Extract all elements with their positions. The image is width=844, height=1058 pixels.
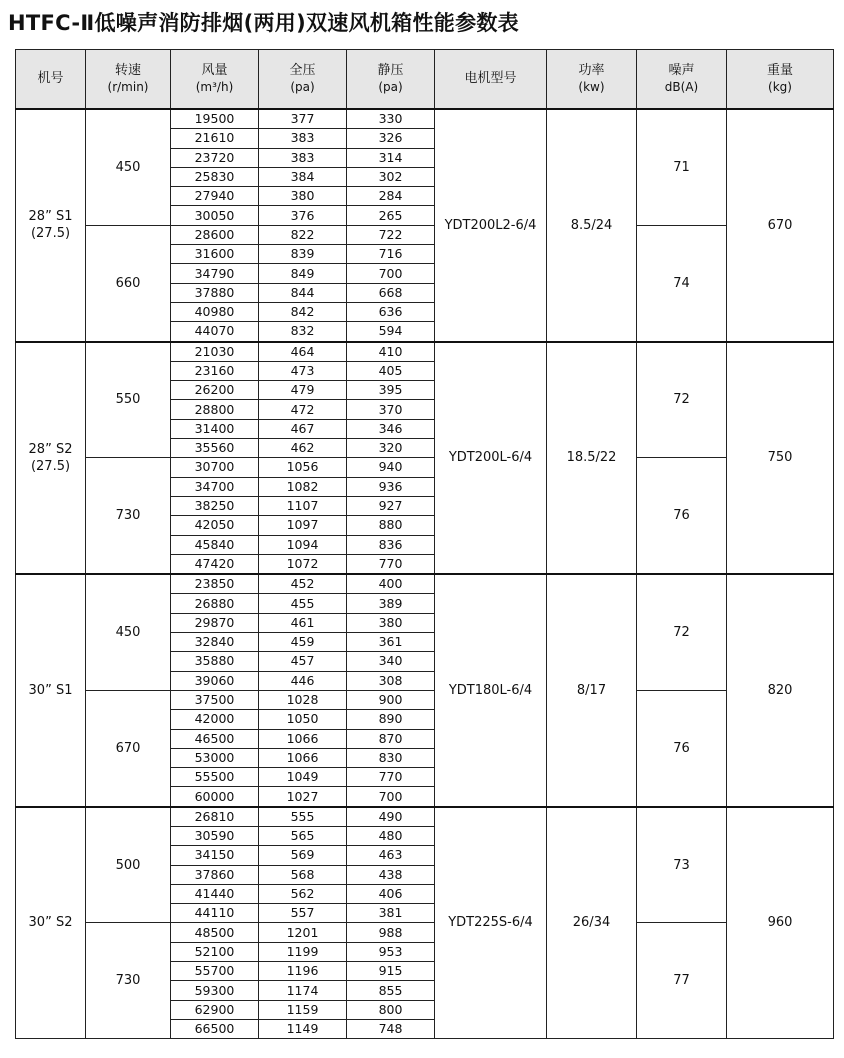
static-pressure-cell: 830 xyxy=(347,748,435,767)
static-pressure-cell: 320 xyxy=(347,439,435,458)
model-cell xyxy=(16,342,86,575)
static-pressure-cell: 463 xyxy=(347,846,435,865)
header-label: 转速 xyxy=(114,63,141,78)
noise-cell: 76 xyxy=(637,690,727,806)
airflow-cell: 34700 xyxy=(171,477,259,496)
model-name: 30” S2 xyxy=(28,915,73,931)
airflow-cell: 35880 xyxy=(171,652,259,671)
speed-cell: 670 xyxy=(86,690,171,806)
header-label: 风量 xyxy=(201,63,228,78)
total-pressure-cell: 839 xyxy=(259,245,347,264)
static-pressure-cell: 770 xyxy=(347,554,435,574)
static-pressure-cell: 936 xyxy=(347,477,435,496)
table-row xyxy=(16,109,834,129)
static-pressure-cell: 265 xyxy=(347,206,435,225)
airflow-cell: 42000 xyxy=(171,710,259,729)
static-pressure-cell: 700 xyxy=(347,264,435,283)
airflow-cell: 60000 xyxy=(171,787,259,807)
table-row xyxy=(16,807,834,827)
static-pressure-cell: 915 xyxy=(347,962,435,981)
table-row xyxy=(16,458,834,477)
airflow-cell: 26810 xyxy=(171,807,259,827)
power-cell: 8/17 xyxy=(547,574,637,807)
total-pressure-cell: 1159 xyxy=(259,1000,347,1019)
total-pressure-cell: 462 xyxy=(259,439,347,458)
total-pressure-cell: 1107 xyxy=(259,496,347,515)
airflow-cell: 59300 xyxy=(171,981,259,1000)
header-unit: (r/min) xyxy=(107,80,149,94)
table-row xyxy=(16,342,834,362)
airflow-cell: 30590 xyxy=(171,826,259,845)
static-pressure-cell: 395 xyxy=(347,381,435,400)
airflow-cell: 31400 xyxy=(171,419,259,438)
speed-cell: 550 xyxy=(86,342,171,458)
static-pressure-cell: 668 xyxy=(347,283,435,302)
header-label: 静压 xyxy=(377,63,404,78)
airflow-cell: 37860 xyxy=(171,865,259,884)
total-pressure-cell: 383 xyxy=(259,129,347,148)
total-pressure-cell: 380 xyxy=(259,187,347,206)
header-label: 功率 xyxy=(578,63,605,78)
static-pressure-cell: 722 xyxy=(347,225,435,244)
static-pressure-cell: 480 xyxy=(347,826,435,845)
table-row xyxy=(16,690,834,709)
static-pressure-cell: 314 xyxy=(347,148,435,167)
airflow-cell: 44070 xyxy=(171,322,259,342)
static-pressure-cell: 405 xyxy=(347,361,435,380)
static-pressure-cell: 438 xyxy=(347,865,435,884)
airflow-cell: 31600 xyxy=(171,245,259,264)
static-pressure-cell: 346 xyxy=(347,419,435,438)
total-pressure-cell: 1027 xyxy=(259,787,347,807)
header-label: 电机型号 xyxy=(464,71,517,86)
total-pressure-cell: 849 xyxy=(259,264,347,283)
weight-cell: 960 xyxy=(727,807,834,1039)
model-name: 28” S1 xyxy=(28,209,73,225)
motor-cell: YDT225S-6/4 xyxy=(435,807,547,1039)
page-title: HTFC-Ⅱ低噪声消防排烟(两用)双速风机箱性能参数表 xyxy=(8,11,519,35)
total-pressure-cell: 1199 xyxy=(259,942,347,961)
header-unit: dB(A) xyxy=(664,80,699,94)
motor-cell: YDT180L-6/4 xyxy=(435,574,547,807)
total-pressure-cell: 842 xyxy=(259,302,347,321)
model-cell xyxy=(16,807,86,1039)
speed-cell: 730 xyxy=(86,923,171,1039)
total-pressure-cell: 377 xyxy=(259,109,347,129)
airflow-cell: 66500 xyxy=(171,1019,259,1038)
static-pressure-cell: 880 xyxy=(347,516,435,535)
table-row xyxy=(16,225,834,244)
total-pressure-cell: 467 xyxy=(259,419,347,438)
table-row xyxy=(16,574,834,594)
total-pressure-cell: 1056 xyxy=(259,458,347,477)
header-airflow xyxy=(171,50,259,110)
model-name: 30” S1 xyxy=(28,682,73,698)
header-unit: (m³/h) xyxy=(195,80,234,94)
header-static-pressure xyxy=(347,50,435,110)
airflow-cell: 48500 xyxy=(171,923,259,942)
speed-cell: 500 xyxy=(86,807,171,923)
airflow-cell: 28600 xyxy=(171,225,259,244)
airflow-cell: 35560 xyxy=(171,439,259,458)
airflow-cell: 26880 xyxy=(171,594,259,613)
airflow-cell: 25830 xyxy=(171,167,259,186)
static-pressure-cell: 340 xyxy=(347,652,435,671)
airflow-cell: 30050 xyxy=(171,206,259,225)
header-motor xyxy=(435,50,547,110)
power-cell: 18.5/22 xyxy=(547,342,637,575)
header-unit: (pa) xyxy=(290,80,315,94)
airflow-cell: 47420 xyxy=(171,554,259,574)
airflow-cell: 46500 xyxy=(171,729,259,748)
airflow-cell: 27940 xyxy=(171,187,259,206)
total-pressure-cell: 473 xyxy=(259,361,347,380)
total-pressure-cell: 1174 xyxy=(259,981,347,1000)
static-pressure-cell: 800 xyxy=(347,1000,435,1019)
total-pressure-cell: 472 xyxy=(259,400,347,419)
header-weight xyxy=(727,50,834,110)
airflow-cell: 39060 xyxy=(171,671,259,690)
airflow-cell: 42050 xyxy=(171,516,259,535)
static-pressure-cell: 700 xyxy=(347,787,435,807)
total-pressure-cell: 1201 xyxy=(259,923,347,942)
static-pressure-cell: 636 xyxy=(347,302,435,321)
model-cell xyxy=(16,574,86,807)
total-pressure-cell: 457 xyxy=(259,652,347,671)
total-pressure-cell: 1196 xyxy=(259,962,347,981)
total-pressure-cell: 1149 xyxy=(259,1019,347,1038)
static-pressure-cell: 284 xyxy=(347,187,435,206)
total-pressure-cell: 376 xyxy=(259,206,347,225)
static-pressure-cell: 406 xyxy=(347,884,435,903)
speed-cell: 450 xyxy=(86,574,171,690)
airflow-cell: 23160 xyxy=(171,361,259,380)
power-cell: 26/34 xyxy=(547,807,637,1039)
airflow-cell: 41440 xyxy=(171,884,259,903)
speed-cell: 450 xyxy=(86,109,171,225)
static-pressure-cell: 308 xyxy=(347,671,435,690)
header-row xyxy=(16,50,834,110)
total-pressure-cell: 384 xyxy=(259,167,347,186)
noise-cell: 72 xyxy=(637,342,727,458)
static-pressure-cell: 381 xyxy=(347,904,435,923)
model-name: 28” S2 xyxy=(28,441,73,457)
total-pressure-cell: 557 xyxy=(259,904,347,923)
noise-cell: 73 xyxy=(637,807,727,923)
header-unit: (kg) xyxy=(768,80,792,94)
static-pressure-cell: 370 xyxy=(347,400,435,419)
motor-cell: YDT200L-6/4 xyxy=(435,342,547,575)
total-pressure-cell: 565 xyxy=(259,826,347,845)
total-pressure-cell: 1049 xyxy=(259,768,347,787)
airflow-cell: 52100 xyxy=(171,942,259,961)
total-pressure-cell: 844 xyxy=(259,283,347,302)
airflow-cell: 29870 xyxy=(171,613,259,632)
static-pressure-cell: 953 xyxy=(347,942,435,961)
header-total-pressure xyxy=(259,50,347,110)
header-noise xyxy=(637,50,727,110)
static-pressure-cell: 988 xyxy=(347,923,435,942)
airflow-cell: 53000 xyxy=(171,748,259,767)
total-pressure-cell: 446 xyxy=(259,671,347,690)
model-sub: (27.5) xyxy=(30,458,71,474)
total-pressure-cell: 1028 xyxy=(259,690,347,709)
model-cell xyxy=(16,109,86,342)
airflow-cell: 55700 xyxy=(171,962,259,981)
header-power xyxy=(547,50,637,110)
total-pressure-cell: 461 xyxy=(259,613,347,632)
total-pressure-cell: 455 xyxy=(259,594,347,613)
static-pressure-cell: 890 xyxy=(347,710,435,729)
airflow-cell: 37500 xyxy=(171,690,259,709)
table-row xyxy=(16,923,834,942)
header-unit: (kw) xyxy=(578,80,605,94)
header-speed xyxy=(86,50,171,110)
noise-cell: 74 xyxy=(637,225,727,341)
static-pressure-cell: 927 xyxy=(347,496,435,515)
header-label: 机号 xyxy=(37,71,64,86)
static-pressure-cell: 716 xyxy=(347,245,435,264)
speed-cell: 730 xyxy=(86,458,171,574)
airflow-cell: 34150 xyxy=(171,846,259,865)
static-pressure-cell: 330 xyxy=(347,109,435,129)
airflow-cell: 19500 xyxy=(171,109,259,129)
airflow-cell: 21610 xyxy=(171,129,259,148)
static-pressure-cell: 836 xyxy=(347,535,435,554)
header-model xyxy=(16,50,86,110)
total-pressure-cell: 452 xyxy=(259,574,347,594)
total-pressure-cell: 459 xyxy=(259,633,347,652)
static-pressure-cell: 594 xyxy=(347,322,435,342)
static-pressure-cell: 361 xyxy=(347,633,435,652)
performance-table xyxy=(15,49,834,1039)
total-pressure-cell: 1072 xyxy=(259,554,347,574)
static-pressure-cell: 870 xyxy=(347,729,435,748)
static-pressure-cell: 302 xyxy=(347,167,435,186)
airflow-cell: 32840 xyxy=(171,633,259,652)
static-pressure-cell: 855 xyxy=(347,981,435,1000)
power-cell: 8.5/24 xyxy=(547,109,637,342)
header-label: 噪声 xyxy=(668,63,695,78)
total-pressure-cell: 832 xyxy=(259,322,347,342)
static-pressure-cell: 380 xyxy=(347,613,435,632)
total-pressure-cell: 569 xyxy=(259,846,347,865)
static-pressure-cell: 326 xyxy=(347,129,435,148)
header-label: 重量 xyxy=(766,63,793,78)
total-pressure-cell: 822 xyxy=(259,225,347,244)
airflow-cell: 21030 xyxy=(171,342,259,362)
static-pressure-cell: 900 xyxy=(347,690,435,709)
airflow-cell: 23720 xyxy=(171,148,259,167)
airflow-cell: 62900 xyxy=(171,1000,259,1019)
total-pressure-cell: 1097 xyxy=(259,516,347,535)
total-pressure-cell: 1066 xyxy=(259,729,347,748)
static-pressure-cell: 389 xyxy=(347,594,435,613)
total-pressure-cell: 479 xyxy=(259,381,347,400)
airflow-cell: 23850 xyxy=(171,574,259,594)
noise-cell: 71 xyxy=(637,109,727,225)
airflow-cell: 37880 xyxy=(171,283,259,302)
total-pressure-cell: 1066 xyxy=(259,748,347,767)
model-sub: (27.5) xyxy=(30,226,71,242)
weight-cell: 670 xyxy=(727,109,834,342)
header-label: 全压 xyxy=(289,63,316,78)
motor-cell: YDT200L2-6/4 xyxy=(435,109,547,342)
static-pressure-cell: 748 xyxy=(347,1019,435,1038)
static-pressure-cell: 940 xyxy=(347,458,435,477)
total-pressure-cell: 568 xyxy=(259,865,347,884)
static-pressure-cell: 410 xyxy=(347,342,435,362)
noise-cell: 72 xyxy=(637,574,727,690)
total-pressure-cell: 383 xyxy=(259,148,347,167)
airflow-cell: 30700 xyxy=(171,458,259,477)
total-pressure-cell: 1094 xyxy=(259,535,347,554)
total-pressure-cell: 562 xyxy=(259,884,347,903)
airflow-cell: 28800 xyxy=(171,400,259,419)
static-pressure-cell: 490 xyxy=(347,807,435,827)
airflow-cell: 44110 xyxy=(171,904,259,923)
airflow-cell: 55500 xyxy=(171,768,259,787)
static-pressure-cell: 400 xyxy=(347,574,435,594)
total-pressure-cell: 1082 xyxy=(259,477,347,496)
airflow-cell: 34790 xyxy=(171,264,259,283)
total-pressure-cell: 464 xyxy=(259,342,347,362)
header-unit: (pa) xyxy=(378,80,403,94)
weight-cell: 820 xyxy=(727,574,834,807)
static-pressure-cell: 770 xyxy=(347,768,435,787)
airflow-cell: 45840 xyxy=(171,535,259,554)
airflow-cell: 38250 xyxy=(171,496,259,515)
airflow-cell: 26200 xyxy=(171,381,259,400)
total-pressure-cell: 555 xyxy=(259,807,347,827)
total-pressure-cell: 1050 xyxy=(259,710,347,729)
noise-cell: 76 xyxy=(637,458,727,574)
noise-cell: 77 xyxy=(637,923,727,1039)
airflow-cell: 40980 xyxy=(171,302,259,321)
weight-cell: 750 xyxy=(727,342,834,575)
speed-cell: 660 xyxy=(86,225,171,341)
